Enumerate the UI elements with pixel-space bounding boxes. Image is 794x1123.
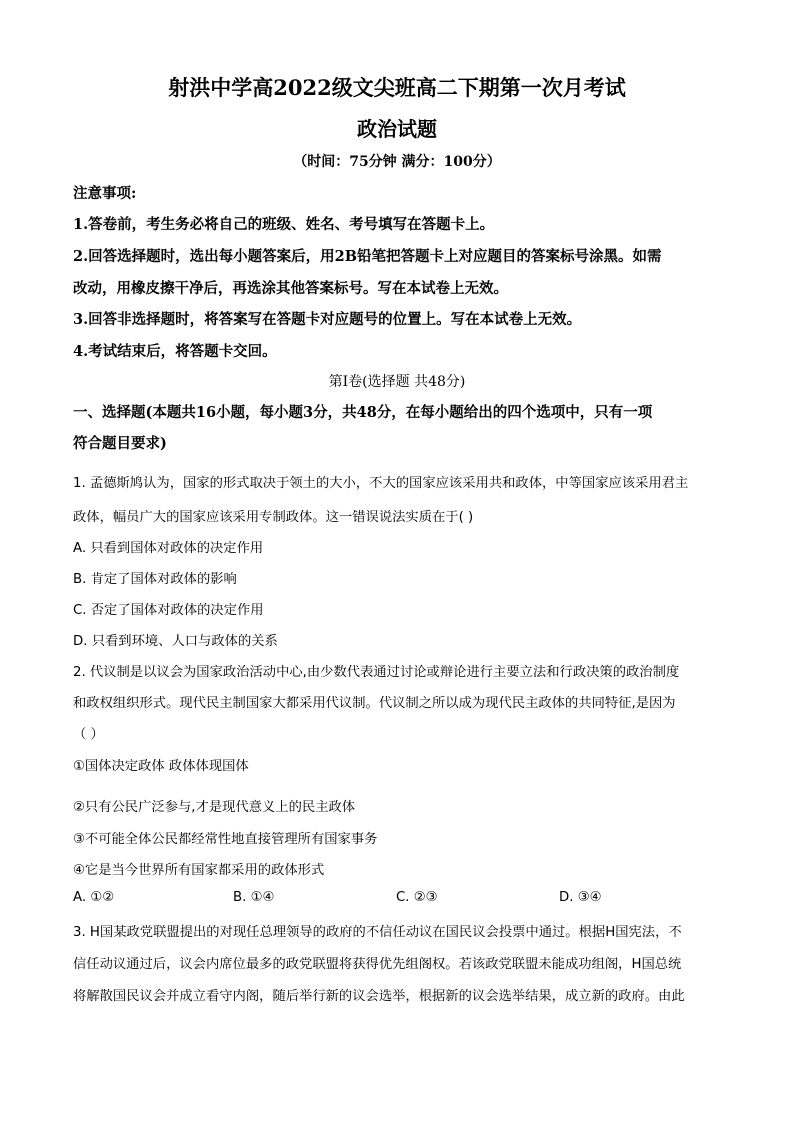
q2-statement: ①国体决定政体 政体体现国体 [73, 759, 249, 774]
notes-heading: 注意事项: [73, 185, 137, 202]
q1-option-d: D. 只看到环境、人口与政体的关系 [73, 634, 278, 649]
q3-stem: 3. H国某政党联盟提出的对现任总理领导的政府的不信任动议在国民议会投票中通过。根据H国宪法，不 [73, 925, 682, 940]
note-item: 3.回答非选择题时，将答案写在答题卡对应题号的位置上。写在本试卷上无效。 [73, 311, 582, 328]
section-instruction: 符合题目要求) [73, 435, 167, 452]
exam-title: 射洪中学高2022级文尖班高二下期第一次月考试 [168, 75, 626, 100]
q1-stem: 1. 孟德斯鸠认为，国家的形式取决于领土的大小，不大的国家应该采用共和政体，中等国家应该采用君主 [73, 476, 689, 491]
q1-option-b: B. 肯定了国体对政体的影响 [73, 572, 237, 587]
q2-statement: ④它是当今世界所有国家都采用的政体形式 [73, 863, 325, 878]
exam-subject: 政治试题 [357, 117, 437, 141]
q1-stem: 政体，幅员广大的国家应该采用专制政体。这一错误说法实质在于( ) [73, 510, 474, 525]
q2-statement: ③不可能全体公民都经常性地直接管理所有国家事务 [73, 832, 378, 847]
note-item: 4.考试结束后，将答题卡交回。 [73, 343, 277, 360]
q2-choice-b: B. ①④ [233, 890, 275, 905]
q2-statement: ②只有公民广泛参与,才是现代意义上的民主政体 [73, 800, 356, 815]
q2-choice-a: A. ①② [73, 890, 115, 905]
q3-stem: 信任动议通过后，议会内席位最多的政党联盟将获得优先组阁权。若该政党联盟未能成功组阁，H国总统 [73, 957, 682, 972]
q2-stem: 和政权组织形式。现代民主制国家大都采用代议制。代议制之所以成为现代民主政体的共同特征,是因为 [73, 696, 676, 711]
part1-title: 第Ⅰ卷(选择题 共48分) [328, 374, 466, 390]
note-item: 2.回答选择题时，选出每小题答案后，用2B铅笔把答题卡上对应题目的答案标号涂黑。如需 [73, 248, 662, 265]
q1-option-c: C. 否定了国体对政体的决定作用 [73, 603, 264, 618]
q2-stem: 2. 代议制是以议会为国家政治活动中心,由少数代表通过讨论或辩论进行主要立法和行政决策的政治制度 [73, 665, 680, 680]
q2-stem: （ ） [73, 727, 104, 742]
note-item: 1.答卷前，考生务必将自己的班级、姓名、考号填写在答题卡上。 [73, 216, 495, 233]
q2-choice-c: C. ②③ [396, 890, 438, 905]
exam-meta: （时间：75分钟 满分：100分） [293, 154, 501, 170]
q2-choice-d: D. ③④ [559, 890, 602, 905]
note-item: 改动，用橡皮擦干净后，再选涂其他答案标号。写在本试卷上无效。 [73, 280, 508, 297]
section-instruction: 一、选择题(本题共16小题，每小题3分，共48分，在每小题给出的四个选项中，只有一项 [73, 404, 653, 421]
q1-option-a: A. 只看到国体对政体的决定作用 [73, 541, 264, 556]
q3-stem: 将解散国民议会并成立看守内阁，随后举行新的议会选举，根据新的议会选举结果，成立新的政府。由此 [73, 989, 685, 1004]
